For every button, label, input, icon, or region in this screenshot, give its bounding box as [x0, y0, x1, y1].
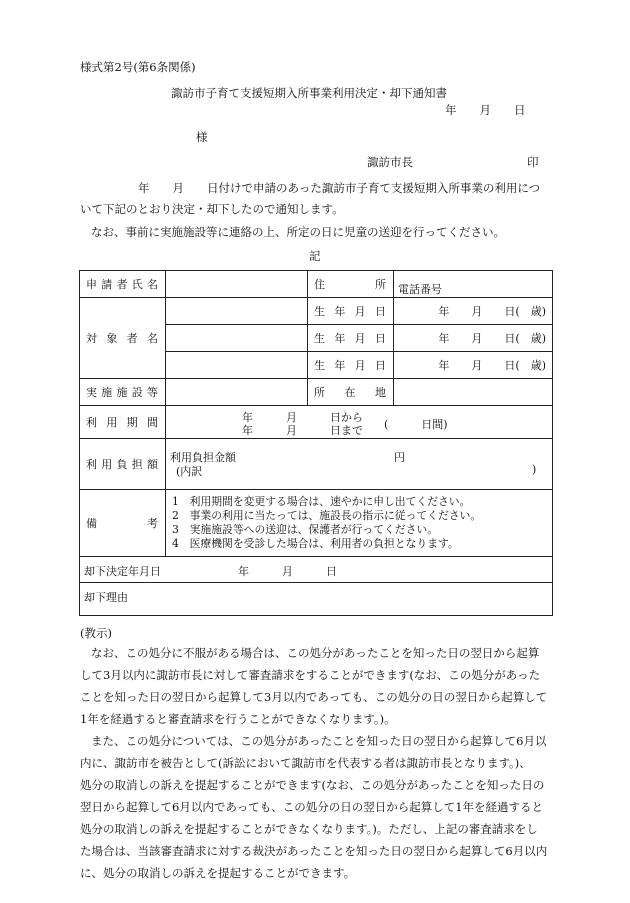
applicant-name-label: 申請者氏名	[80, 271, 166, 298]
burden-value	[166, 439, 553, 490]
burden-yen: 円	[394, 451, 405, 464]
remarks-label: 備考	[80, 490, 166, 557]
instruction-p2-line-3: 処分の取消しの訴えを提起することができます(なお、この処分があったことを知った日の	[80, 778, 545, 792]
burden-breakdown: (内訳	[176, 465, 203, 478]
subject-name-label: 対象者名	[80, 298, 166, 379]
period-from: 年 月 日から	[242, 411, 363, 424]
seal-mark: 印	[527, 155, 539, 169]
rejection-date-label: 却下決定年月日	[84, 565, 161, 578]
period-to: 年 月 日まで	[242, 424, 363, 437]
period-value	[166, 406, 553, 439]
applicant-name-value	[166, 271, 308, 298]
body-line-3: なお、事前に実施施設等に連絡の上、所定の日に児童の送迎を行ってください。	[91, 225, 505, 239]
burden-total-label: 利用負担金額	[170, 451, 236, 464]
instruction-p1-line-1: なお、この処分に不服がある場合は、この処分があったことを知った日の翌日から起算	[91, 646, 540, 660]
instruction-p1-line-2: して3月以内に諏訪市長に対して審査請求をすることができます(なお、この処分があった	[80, 668, 541, 682]
location-value	[394, 379, 553, 406]
birthdate-value-1: 年 月 日( 歳)	[394, 298, 553, 325]
notification-table	[79, 270, 553, 616]
phone-label: 電話番号	[398, 283, 442, 296]
subject-name-value-3	[166, 352, 308, 379]
instruction-p2-line-7: に、処分の取消しの訴えを提起することができます。	[80, 866, 356, 880]
address-label: 住 所	[308, 271, 394, 298]
instruction-p2-line-5: 処分の取消しの訴えを提起することができなくなります。)。ただし、上記の審査請求をし	[80, 822, 538, 836]
instruction-p2-line-6: た場合は、当該審査請求に対する裁決があったことを知った日の翌日から起算して6月以内	[80, 844, 548, 858]
phone-cell	[394, 271, 553, 298]
birthdate-value-2: 年 月 日( 歳)	[394, 325, 553, 352]
facility-value	[166, 379, 308, 406]
instruction-p1-line-3: ことを知った日の翌日から起算して3月以内であっても、この処分の日の翌日から起算して	[80, 690, 548, 704]
instruction-p2-line-2: 内に、諏訪市を被告として(訴訟において諏訪市を代表する者は諏訪市長となります。)、	[80, 756, 531, 770]
location-label: 所在地	[308, 379, 394, 406]
instruction-p1-line-4: 1年を経過すると審査請求を行うことができなくなります。)。	[80, 712, 396, 726]
note-3: 3 実施施設等への送迎は、保護者が行ってください。	[172, 523, 438, 536]
subject-name-value-1	[166, 298, 308, 325]
facility-label: 実施施設等	[80, 379, 166, 406]
note-1: 1 利用期間を変更する場合は、速やかに申し出てください。	[172, 495, 471, 508]
birthdate-label-1: 生年月日	[308, 298, 394, 325]
instruction-heading: (教示)	[80, 626, 112, 640]
rejection-date-value: 年 月 日	[238, 565, 337, 578]
body-line-1: 年 月 日付けで申請のあった諏訪市子育て支援短期入所事業の利用につ	[138, 181, 541, 195]
remarks-notes	[166, 490, 553, 557]
burden-close-paren: )	[532, 463, 537, 476]
rejection-reason-row	[80, 583, 553, 616]
body-line-2: いて下記のとおり決定・却下したので通知します。	[80, 202, 344, 216]
note-2: 2 事業の利用に当たっては、施設長の指示に従ってください。	[172, 509, 482, 522]
instruction-p2-line-4: 翌日から起算して6月以内であっても、この処分の日の翌日から起算して1年を経過すると	[80, 800, 544, 814]
subject-name-value-2	[166, 325, 308, 352]
form-number: 様式第2号(第6条関係)	[80, 60, 196, 74]
addressee-suffix: 様	[196, 130, 208, 144]
birthdate-value-3: 年 月 日( 歳)	[394, 352, 553, 379]
issue-date: 年 月 日	[445, 103, 526, 117]
instruction-p2-line-1: また、この処分については、この処分があったことを知った日の翌日から起算して6月以	[91, 734, 547, 748]
rejection-date-row	[80, 557, 553, 583]
document-title: 諏訪市子育て支援短期入所事業利用決定・却下通知書	[171, 86, 447, 100]
note-4: 4 医療機関を受診した場合は、利用者の負担となります。	[172, 537, 459, 550]
period-days: ( 日間)	[384, 418, 448, 431]
birthdate-label-3: 生年月日	[308, 352, 394, 379]
ki-heading: 記	[309, 249, 321, 263]
birthdate-label-2: 生年月日	[308, 325, 394, 352]
period-label: 利用期間	[80, 406, 166, 439]
rejection-reason-label: 却下理由	[84, 591, 128, 604]
issuer-name: 諏訪市長	[367, 155, 413, 169]
burden-label: 利用負担額	[80, 439, 166, 490]
